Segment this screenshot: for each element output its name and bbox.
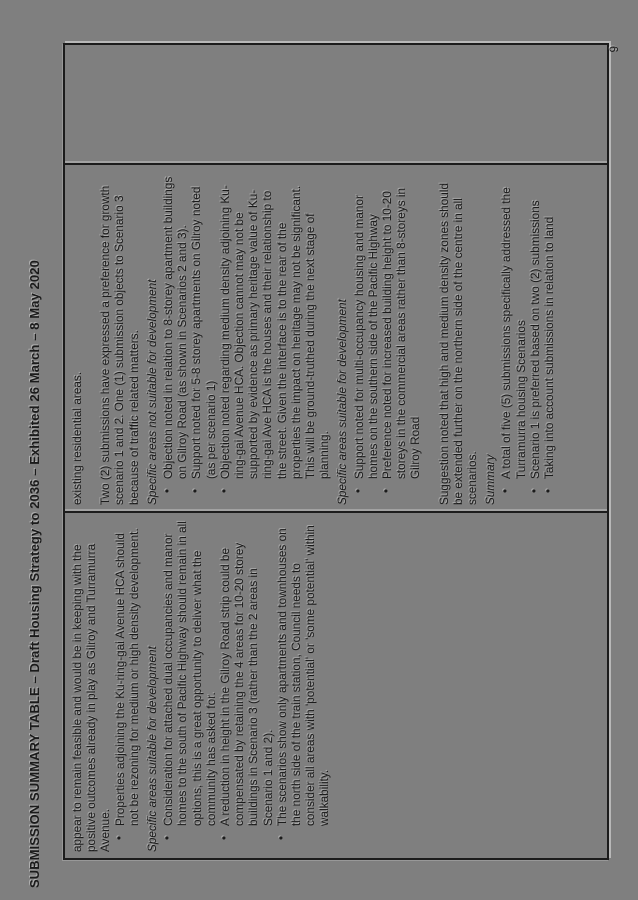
bullet-item (275, 521, 332, 852)
bullet-marker: • (541, 488, 556, 493)
table-column-right (65, 163, 607, 511)
paragraph: Two (2) submissions have expressed a preference for growth scenario 1 and 2. One (1) submission objects to Scenario 3 because of traffic related matters. (98, 185, 141, 505)
paragraph: appear to remain feasible and would be in keeping with the positive outcomes already in play as Gilroy and Turramurra Avenue. (70, 543, 113, 852)
bullet-text: Taking into account submissions in relation to land (542, 216, 557, 479)
document-title: SUBMISSION SUMMARY TABLE – Draft Housing Strategy to 2036 – Exhibited 26 March – 8 May 2020 (27, 260, 42, 888)
bullet-text: Objection noted regarding medium density adjoining Ku-ring-gai Avenue HCA. Objection cannot may not be supported by evidence as primary heritage value of Ku-ring-gai Ave HCA is the houses and their relationship to the street. Given the interface is to the rear of the properties the impact on heritage may not be significant. This will be ground-truthed during the next stage of planning. (217, 185, 332, 479)
bullet-text: Scenario 1 is preferred based on two (2) submissions (527, 200, 542, 479)
bullet-marker: • (526, 488, 541, 493)
bullet-item (542, 173, 556, 505)
bullet-marker: • (379, 488, 394, 493)
section-heading: Summary (483, 454, 498, 505)
bullet-item (218, 173, 332, 505)
bullet-item (499, 173, 527, 505)
bullet-text: A total of five (5) submissions specifically addressed the Turramurra housing Scenarios (499, 187, 528, 479)
bullet-text: Properties adjoining the Ku-ring-gai Avenue HCA should not be rezoning for medium or high density development. (112, 528, 141, 826)
bullet-item (528, 173, 542, 505)
bullet-item (218, 521, 275, 852)
table-column-left (65, 511, 607, 858)
bullet-marker: • (273, 835, 288, 840)
bullet-text: Support noted for multi-occupancy housing and manor homes on the southern side of the Pacific Highway (351, 195, 380, 479)
section-heading: Specific areas suitable for development (145, 646, 160, 852)
bullet-text: Objection noted in relation to 8-storey apartment buildings on Gilroy Road (as shown in Scenarios 2 and 3). (161, 176, 190, 479)
submission-summary-table (63, 43, 609, 860)
bullet-text: Consideration for attached dual occupancies and manor homes to the south of Pacific Highway should remain in all options, this is a great opportunity to deliver what the community has asked for. (161, 521, 218, 826)
bullet-marker: • (111, 835, 126, 840)
bullet-text: Support noted for 5-8 storey apartments on Gilroy noted (as per scenario 1) (189, 186, 218, 479)
paragraph: existing residential areas. (70, 371, 84, 505)
bullet-marker: • (350, 488, 365, 493)
section-heading: Specific areas not suitable for development (144, 279, 159, 505)
bullet-marker: • (160, 488, 175, 493)
bullet-item (189, 173, 217, 505)
bullet-item (161, 173, 189, 505)
bullet-marker: • (160, 835, 175, 840)
bullet-marker: • (188, 488, 203, 493)
bullet-marker: • (498, 488, 513, 493)
page-number: 9 (609, 46, 621, 53)
bullet-text: Preference noted for increased building height to 10-20 storeys in the commercial areas rather than 8-storeys in Gilroy Road (380, 187, 423, 479)
paragraph: Suggestion noted that high and medium density zones should be extended further on the northern side of the centre in all scenarios. (436, 182, 480, 505)
bullet-item (113, 521, 141, 852)
section-heading: Specific areas suitable for development (335, 299, 350, 505)
bullet-item (380, 173, 423, 505)
bullet-item (161, 521, 218, 852)
bullet-marker: • (216, 488, 231, 493)
bullet-item (352, 173, 380, 505)
bullet-text: The scenarios show only apartments and townhouses on the north side of the train station, Council needs to consider all areas with 'potential' or 'some potential' within walkability. (274, 525, 332, 826)
table-column-empty (65, 45, 607, 163)
bullet-marker: • (217, 835, 232, 840)
bullet-text: A reduction in height in the Gilroy Road strip could be compensated by retaining the 4 areas for 10-20 storey buildings in Scenario 3 (rather than the 2 areas in Scenario 1 and 2). (218, 542, 275, 826)
